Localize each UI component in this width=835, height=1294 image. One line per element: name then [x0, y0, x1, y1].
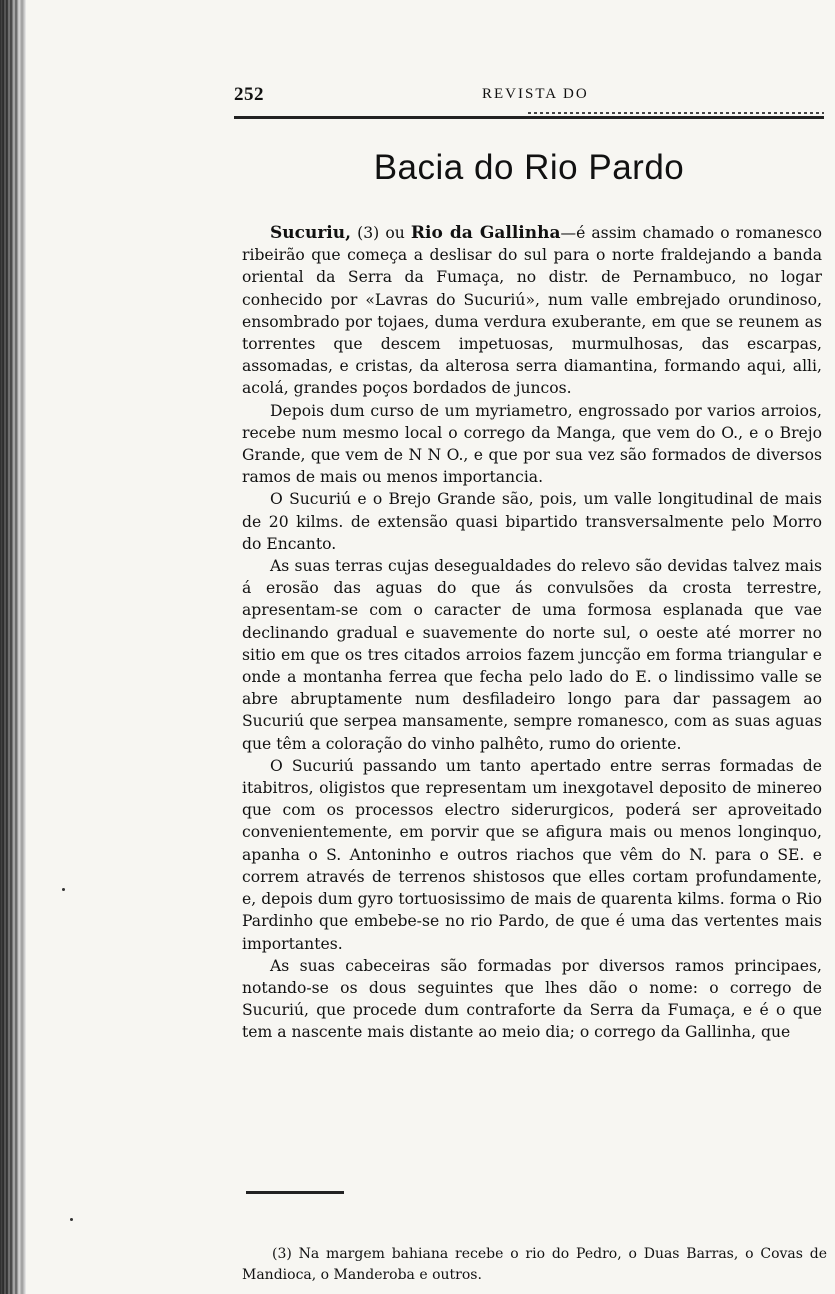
header-dotted-rule: [528, 112, 824, 114]
paragraph-4: As suas terras cujas desegualdades do relevo são devidas talvez mais á erosão das aguas do que ás convulsões da crosta terrestre, apresentam-se com o caracter de uma formosa esplanada que vae declinando gradual e suavemente do norte sul, o oeste até morrer no sitio em que os tres citados arroios fazem juncção em forma triangular e onde a montanha ferrea que fecha pelo lado do E. o lindissimo valle se abre abruptamente num desfiladeiro longo para dar passagem ao Sucuriú que serpea mansamente, sempre romanesco, com as suas aguas que têm a coloração do vinho palhêto, rumo do oriente.: [242, 557, 822, 753]
footnote-rule: [246, 1191, 344, 1194]
paragraph-6: As suas cabeceiras são formadas por diversos ramos principaes, notando-se os dous seguintes que lhes dão o nome: o corrego de Sucuriú, que procede dum contraforte da Serra da Fumaça, e é o que tem a nascente mais distante ao meio dia; o corrego da Gallinha, que: [242, 956, 822, 1042]
paragraph-5: O Sucuriú passando um tanto apertado entre serras formadas de itabitros, oligistos que representam um inexgotavel deposito de minereo que com os processos electro siderurgicos, poderá ser aproveitado convenientemente, em porvir que se afigura mais ou menos longinquo, apanha o S. Antoninho e outros riachos que vêm do N. para o SE. e correm através de terrenos shistosos que elles cortam profundamente, e, depois dum gyro tortuosissimo de mais de quarenta kilms. forma o Rio Pardinho que embebe-se no rio Pardo, de que é uma das vertentes mais importantes.: [242, 756, 822, 953]
lead-term-alternate: Rio da Gallinha: [410, 223, 561, 243]
paragraph-2: Depois dum curso de um myriametro, engrossado por varios arroios, recebe num mesmo local o corrego da Manga, que vem do O., e o Brejo Grande, que vem de N N O., e que por sua vez são formados de diversos ramos de mais ou menos importancia.: [242, 401, 822, 487]
article-title: Bacia do Rio Pardo: [373, 148, 685, 187]
paper-speck: [62, 888, 65, 891]
lead-term: Sucuriu,: [270, 223, 352, 243]
paper-speck: [70, 1218, 73, 1221]
paragraph-1-text: —é assim chamado o romanesco ribeirão que começa a deslisar do sul para o norte fraldejando a banda oriental da Serra da Fumaça, no distr. de Pernambuco, no logar conhecido por «Lavras do Sucuriú», num valle embrejado orundinoso, ensombrado por tojaes, duma verdura exuberante, em que se reunem as torrentes que descem impetuosas, murmulhosas, das escarpas, assomadas, e cristas, da alterosa serra diamantina, formando aqui, alli, acolá, grandes poços bordados de juncos.: [242, 224, 823, 398]
article-body: [242, 222, 822, 1044]
paragraph-3: O Sucuriú e o Brejo Grande são, pois, um valle longitudinal de mais de 20 kilms. de extensão quasi bipartido transversalmente pelo Morro do Encanto.: [242, 490, 822, 553]
header-rule: [234, 116, 824, 119]
book-binding-edge: [0, 0, 26, 1294]
journal-name: REVISTA DO: [482, 86, 589, 102]
footnote: (3) Na margem bahiana recebe o rio do Pedro, o Duas Barras, o Covas de Mandioca, o Manderoba e outros.: [242, 1246, 827, 1283]
lead-reference: (3) ou: [351, 224, 411, 242]
page-number: 252: [234, 84, 264, 105]
running-header: [234, 82, 824, 110]
paragraph-1: [242, 222, 822, 400]
